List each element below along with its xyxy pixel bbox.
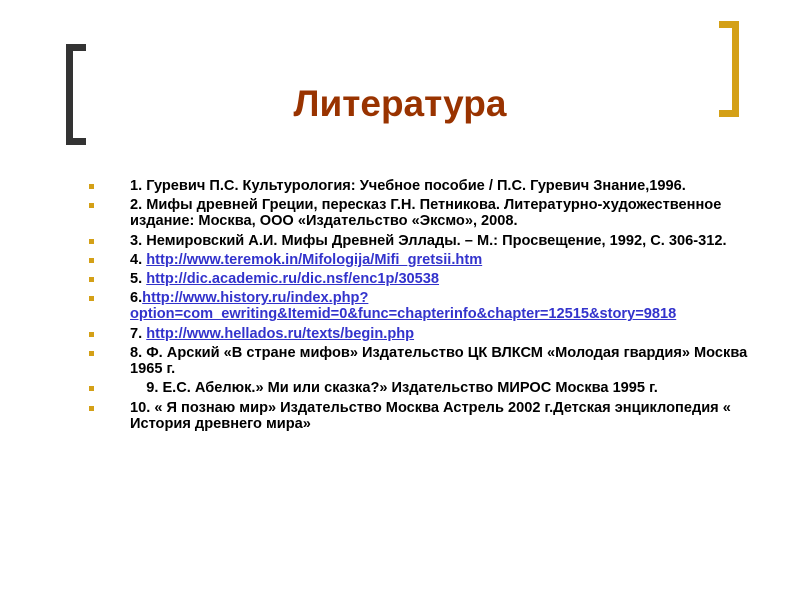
reference-text: 5.: [130, 271, 147, 288]
reference-text: 7.: [130, 325, 147, 342]
reference-item: [89, 400, 749, 432]
reference-text: 3. Немировский А.И. Мифы Древней Эллады. – М.: Просвещение, 1992, С. 306-312.: [130, 232, 727, 249]
reference-item: [89, 290, 749, 322]
reference-text: 6.: [130, 290, 143, 307]
reference-link[interactable]: http://www.hellados.ru/texts/begin.php: [146, 325, 415, 342]
right-bracket-top: [719, 21, 739, 28]
reference-item: [89, 271, 749, 287]
left-bracket-decoration: [66, 44, 86, 145]
right-bracket-decoration: [719, 21, 739, 117]
reference-text: 2. Мифы древней Греции, пересказ Г.Н. Петникова. Литературно-художественное издание: Москва, ООО «Издательство «Эксмо», 2008.: [130, 197, 726, 230]
reference-item: [89, 345, 752, 378]
slide-title: Литература: [293, 83, 507, 124]
reference-text: 4.: [130, 251, 147, 268]
reference-item: [89, 326, 749, 342]
reference-link[interactable]: http://www.history.ru/index.php?option=com_ewriting&Itemid=0&func=chapterinfo&chapter=12515&story=9818: [130, 290, 677, 323]
reference-link[interactable]: http://www.teremok.in/Mifologija/Mifi_gretsii.htm: [146, 251, 483, 268]
reference-text: 1. Гуревич П.С. Культурология: Учебное пособие / П.С. Гуревич Знание,1996.: [130, 178, 686, 194]
left-bracket-stem: [66, 44, 73, 145]
reference-list: [89, 178, 752, 435]
square-bullet-icon: [89, 258, 94, 263]
reference-item: [89, 197, 749, 229]
right-bracket-bottom: [719, 110, 739, 117]
square-bullet-icon: [89, 184, 94, 189]
left-bracket-top: [66, 44, 86, 51]
square-bullet-icon: [89, 386, 94, 391]
reference-text: 8. Ф. Арский «В стране мифов» Издательство ЦК ВЛКСМ «Молодая гвардия» Москва 1965 г.: [130, 345, 752, 378]
reference-item: [89, 178, 749, 194]
reference-item: [89, 252, 749, 268]
square-bullet-icon: [89, 351, 94, 356]
square-bullet-icon: [89, 277, 94, 282]
left-bracket-bottom: [66, 138, 86, 145]
square-bullet-icon: [89, 239, 94, 244]
square-bullet-icon: [89, 332, 94, 337]
reference-link[interactable]: http://dic.academic.ru/dic.nsf/enc1p/30538: [146, 271, 440, 288]
square-bullet-icon: [89, 406, 94, 411]
square-bullet-icon: [89, 296, 94, 301]
reference-text: 9. Е.С. Абелюк.» Ми или сказка?» Издательство МИРОС Москва 1995 г.: [130, 380, 658, 397]
reference-item: [89, 233, 749, 249]
square-bullet-icon: [89, 203, 94, 208]
reference-text: 10. « Я познаю мир» Издательство Москва Астрель 2002 г.Детская энциклопедия « История древнего мира»: [130, 399, 735, 432]
reference-item: [89, 380, 749, 396]
right-bracket-stem: [732, 21, 739, 117]
